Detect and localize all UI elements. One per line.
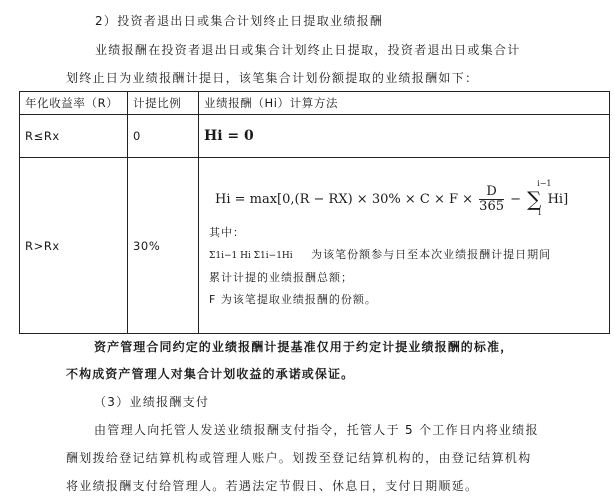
bold-statement-line-2: 不构成资产管理人对集合计划收益的承诺或保证。 <box>66 367 355 381</box>
row2-condition: R>Rx <box>20 158 128 334</box>
row1-formula-text: Hi = 0 <box>204 128 254 144</box>
note-line-2: 累计计提的业绩报酬总额； <box>209 270 353 284</box>
bold-statement-line-1: 资产管理合同约定的业绩报酬计提基准仅用于约定计提业绩报酬的标准， <box>94 340 514 354</box>
paragraph-1-line-1: 业绩报酬在投资者退出日或集合计划终止日提取，投资者退出日或集合计 <box>95 43 521 57</box>
table-header-row <box>20 92 610 115</box>
formula-tail: Hi] <box>547 191 569 207</box>
table-row <box>20 158 610 334</box>
paragraph-2-line-2: 酬划拨给登记结算机构或管理人账户。划拨至登记结算机构的，由登记结算机构 <box>66 451 532 465</box>
fraction-numerator: D <box>479 185 504 200</box>
note-sum-symbol: Σ1i−1 Hi Σ1i−1Hi <box>209 250 293 261</box>
row1-ratio: 0 <box>128 115 199 158</box>
formula-main: Hi = max[0,(R − RX) × 30% × C × F × <box>215 191 478 207</box>
note-line-1: Σ1i−1 Hi Σ1i−1Hi 为该笔份额参与日至本次业绩报酬计提日期间 <box>209 247 552 261</box>
row1-condition: R≤Rx <box>20 115 128 158</box>
note-line-3: F 为该笔提取业绩报酬的份额。 <box>209 292 377 306</box>
row2-formula: Hi = max[0,(R − RX) × 30% × C × F × $\frac{D}{365}$ − ∑ i−1 1 Hi] <box>215 179 569 217</box>
row2-formula-cell <box>199 158 610 334</box>
note-intro: 其中： <box>209 225 245 239</box>
header-method: 业绩报酬（Hi）计算方法 <box>199 92 610 115</box>
fraction-denominator: 365 <box>479 198 504 214</box>
row2-ratio: 30% <box>128 158 199 334</box>
paragraph-2-line-1: 由管理人向托管人发送业绩报酬支付指令，托管人于 5 个工作日内将业绩报 <box>94 423 539 437</box>
section-heading-2: 2）投资者退出日或集合计划终止日提取业绩报酬 <box>95 14 384 28</box>
header-annual-return: 年化收益率（R） <box>20 92 128 115</box>
header-ratio: 计提比例 <box>128 92 199 115</box>
row1-formula <box>199 115 610 158</box>
table-row <box>20 115 610 158</box>
section-heading-3: （3）业绩报酬支付 <box>94 395 210 409</box>
fee-calculation-table <box>19 91 610 334</box>
formula-fraction <box>479 185 504 214</box>
paragraph-1-line-2: 划终止日为业绩报酬计提日，该笔集合计划份额提取的业绩报酬如下： <box>66 71 479 85</box>
paragraph-2-line-3: 将业绩报酬支付给管理人。若遇法定节假日、休息日，支付日期顺延。 <box>66 479 479 493</box>
sigma-symbol: ∑ i−1 1 <box>527 179 552 217</box>
